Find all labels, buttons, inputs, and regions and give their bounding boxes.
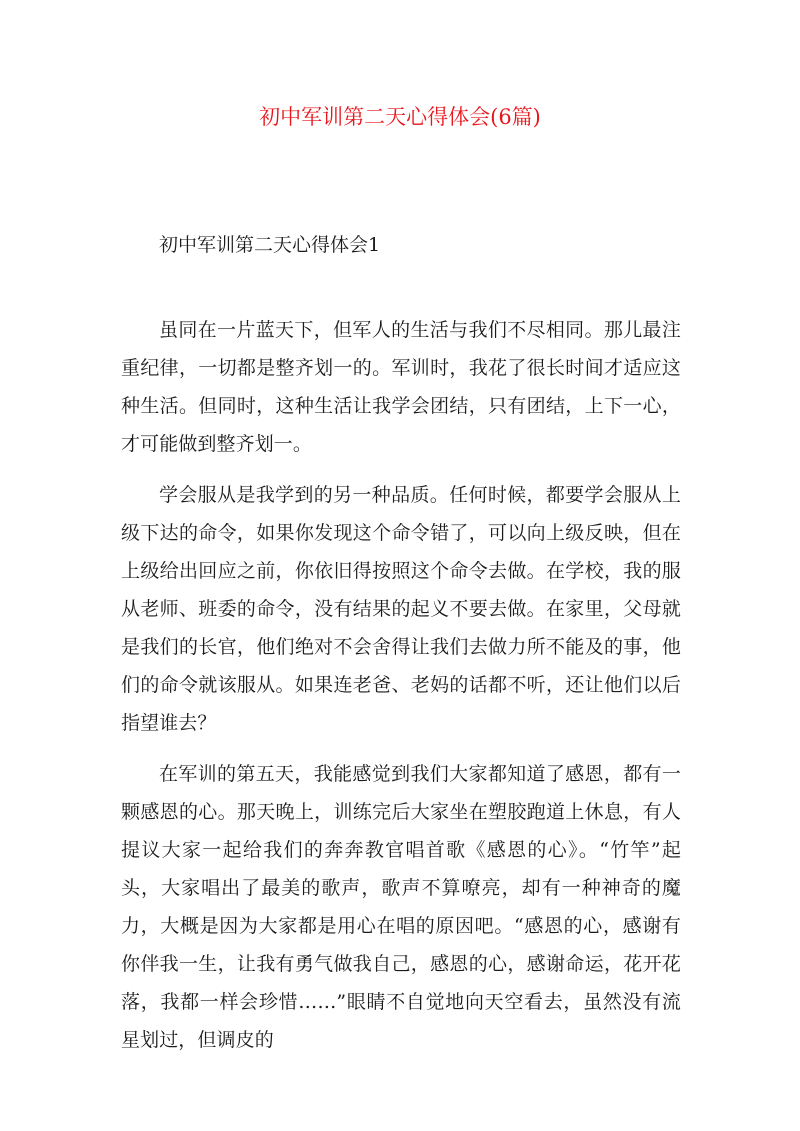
section-heading: 初中军训第二天心得体会1 (159, 234, 381, 256)
paragraph: 虽同在一片蓝天下，但军人的生活与我们不尽相同。那儿最注重纪律，一切都是整齐划一的。军训时，我花了很长时间才适应这种生活。但同时，这种生活让我学会团结，只有团结，上下一心，才可能做到整齐划一。 (121, 319, 681, 455)
paragraph: 学会服从是我学到的另一种品质。任何时候，都要学会服从上级下达的命令，如果你发现这个命令错了，可以向上级反映，但在上级给出回应之前，你依旧得按照这个命令去做。在学校，我的服从老师、班委的命令，没有结果的起义不要去做。在家里，父母就是我们的长官，他们绝对不会舍得让我们去做力所不能及的事，他们的命令就该服从。如果连老爸、老妈的话都不听，还让他们以后指望谁去？ (121, 484, 681, 734)
document-title: 初中军训第二天心得体会(6篇) (259, 105, 541, 129)
paragraph: 在军训的第五天，我能感觉到我们大家都知道了感恩，都有一颗感恩的心。那天晚上，训练完后大家坐在塑胶跑道上休息，有人提议大家一起给我们的奔奔教官唱首歌《感恩的心》。“竹竿”起头，大家唱出了最美的歌声，歌声不算嘹亮，却有一种神奇的魔力，大概是因为大家都是用心在唱的原因吧。“感恩的心，感谢有你伴我一生，让我有勇气做我自己，感恩的心，感谢命运，花开花落，我都一样会珍惜……”眼睛不自觉地向天空看去，虽然没有流星划过，但调皮的 (121, 763, 681, 1051)
document-body (121, 311, 681, 1072)
